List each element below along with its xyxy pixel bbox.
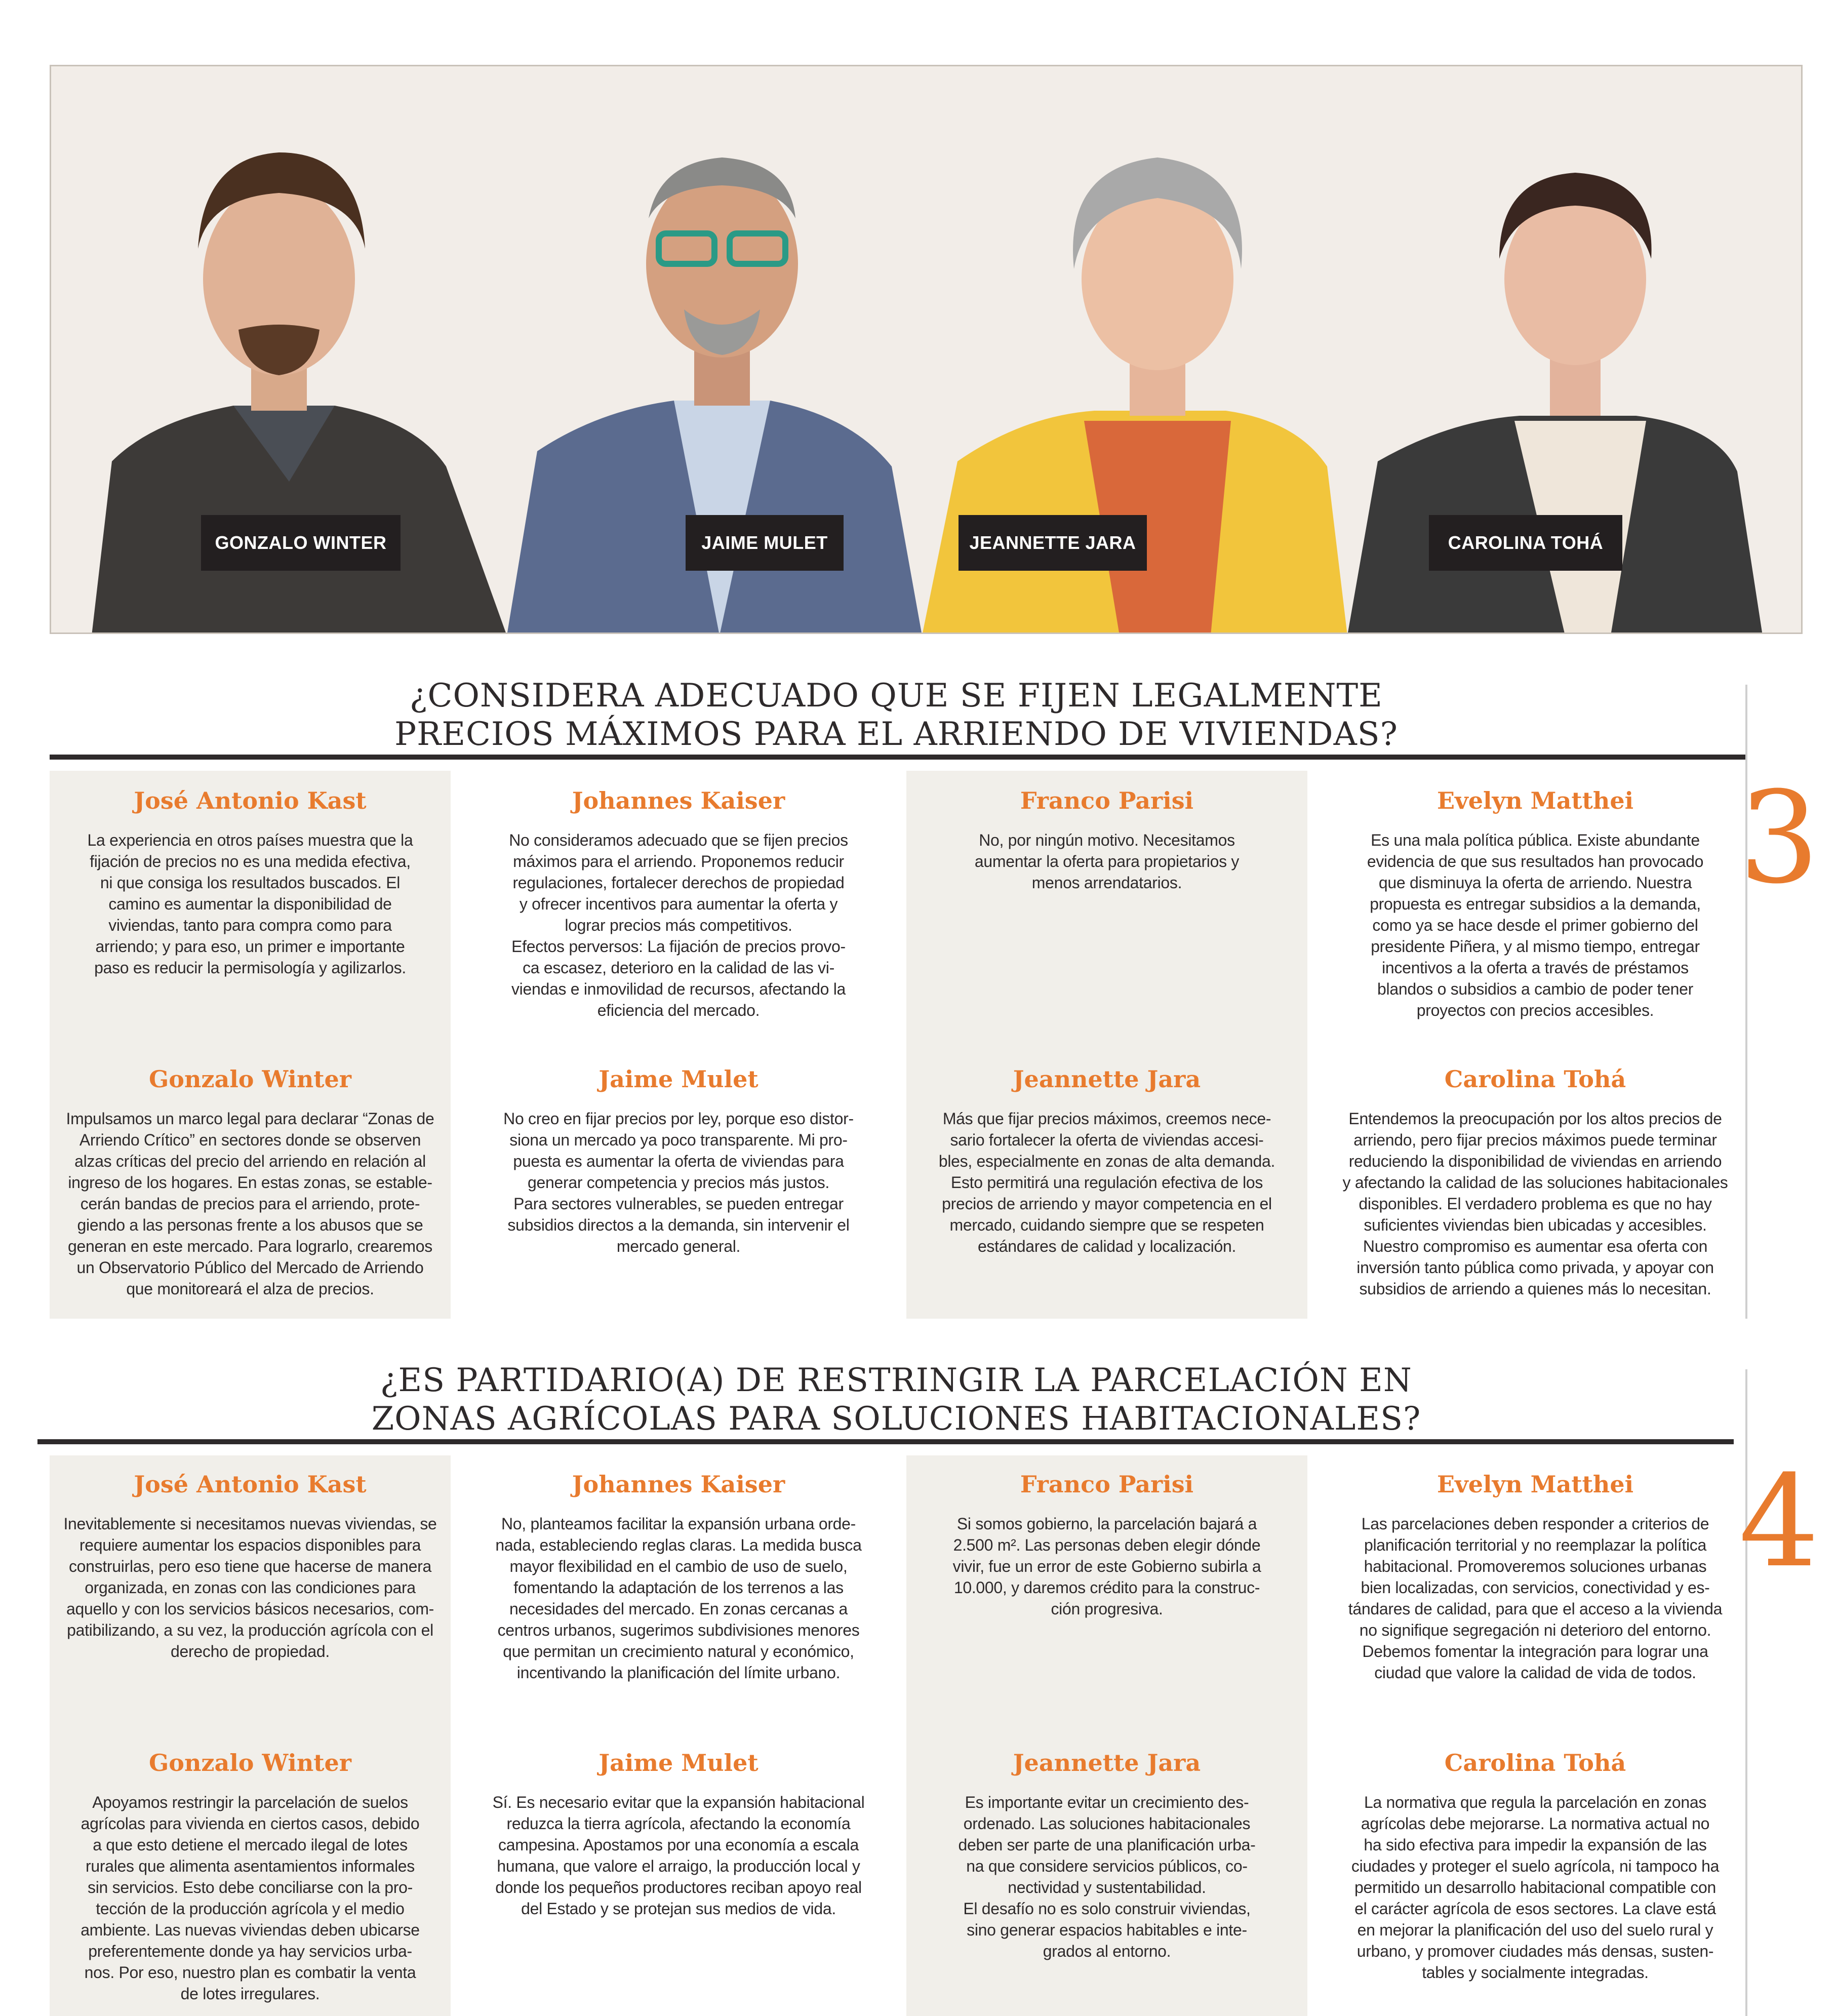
answer-text: No, por ningún motivo. Necesitamos aumentar la oferta para propietarios y menos arrendatarios. [974, 831, 1240, 892]
candidate-name: Carolina Tohá [1444, 1065, 1626, 1093]
question-3-rule [50, 755, 1747, 760]
candidates-photo-strip [50, 65, 1803, 634]
answer-text: La normativa que regula la parcelación en zonas agrícolas debe mejorarse. La normativa actual no ha sido efectiva para impedir la expansión de las ciudades y proteger el suelo agrícola, ni tampoco ha permitido un desarrollo habitacional compatible con el carácter agrícola de esos sectores. La clave está en mejorar la planificación del uso del suelo rural y urbano, y promover ciudades más densas, susten- tables y socialmente integradas. [1351, 1793, 1720, 1982]
candidate-name: Gonzalo Winter [148, 1749, 352, 1776]
question-4-answers [50, 1455, 1739, 2016]
question-4-number: 4 [1739, 1448, 1820, 1595]
question-4-line-1: ¿ES PARTIDARIO(A) DE RESTRINGIR LA PARCELACIÓN EN [380, 1362, 1412, 1399]
question-4-title [304, 1361, 1489, 1438]
answer-text: Sí. Es necesario evitar que la expansión habitacional reduzca la tierra agrícola, afectando la economía campesina. Apostamos por una economía a escala humana, que valore el arraigo, la producción local y donde los pequeños productores reciban apoyo real del Estado y se protejan sus medios de vida. [492, 1793, 865, 1918]
answer-q3-jara [906, 1061, 1307, 1257]
candidate-name: Jaime Mulet [598, 1065, 759, 1093]
answer-text: Las parcelaciones deben responder a criterios de planificación territorial y no reemplazar la política habitacional. Promoveremos soluciones urbanas bien localizadas, con servicios, conectividad y es- tándares de calidad, para que el acceso a la vivienda no signifique segregación ni deterioro del entorno. Debemos fomentar la integración para lograr una ciudad que valore la calidad de vida de todos. [1348, 1515, 1723, 1682]
candidate-name: Evelyn Matthei [1436, 787, 1634, 814]
answer-text: Inevitablemente si necesitamos nuevas viviendas, se requiere aumentar los espacios disponibles para construirlas, pero eso tiene que hacerse de manera organizada, en zonas con las condiciones para aquello y con los servicios básicos necesarios, com- patibilizando, a su vez, la producción agrícola con el derecho de propiedad. [63, 1515, 437, 1661]
candidate-name: Gonzalo Winter [148, 1065, 352, 1093]
answer-q3-mulet [478, 1061, 879, 1257]
answer-text: Si somos gobierno, la parcelación bajará a 2.500 m². Las personas deben elegir dónde vivir, fue un error de este Gobierno subirla a 10.000, y daremos crédito para la construc- ción progresiva. [952, 1515, 1261, 1618]
answer-q4-matthei [1335, 1467, 1736, 1683]
answer-text: No consideramos adecuado que se fijen precios máximos para el arriendo. Proponemos reducir regulaciones, fortalecer derechos de propiedad y ofrecer incentivos para aumentar la oferta y lograr precios más competitivos. Efectos perversos: La fijación de precios provo- ca escasez, deterioro en la calidad de las vi- viendas e inmovilidad de recursos, afectando la eficiencia del mercado. [509, 831, 848, 1019]
question-3-number: 3 [1739, 764, 1820, 912]
candidate-name: Johannes Kaiser [572, 787, 785, 814]
answer-q4-jara [906, 1745, 1307, 1962]
name-label-gonzalo-winter: GONZALO WINTER [201, 515, 401, 571]
answer-text: Es importante evitar un crecimiento des- ordenado. Las soluciones habitacionales deben ser parte de una planificación urba- na que considere servicios públicos, co- nectividad y sustentabilidad. El desafío no es solo construir viviendas, sino generar espacios habitables e inte- grados al entorno. [958, 1793, 1256, 1960]
answer-text: Es una mala política pública. Existe abundante evidencia de que sus resultados han provocado que disminuya la oferta de arriendo. Nuestra propuesta es entregar subsidios a la demanda, como ya se hace desde el primer gobierno del presidente Piñera, y al mismo tiempo, entregar incentivos a la oferta a través de préstamos blandos o subsidios a cambio de poder tener proyectos con precios accesibles. [1367, 831, 1704, 1019]
question-3-answers [50, 771, 1739, 1319]
answer-q3-parisi [906, 783, 1307, 893]
answer-text: No creo en fijar precios por ley, porque eso distor- siona un mercado ya poco transparente. Mi pro- puesta es aumentar la oferta de viviendas para generar competencia y precios más justos. Para sectores vulnerables, se pueden entregar subsidios directos a la demanda, sin intervenir el mercado general. [503, 1110, 854, 1255]
question-3-line-1: ¿CONSIDERA ADECUADO QUE SE FIJEN LEGALMENTE [410, 677, 1383, 715]
candidate-name: Franco Parisi [1020, 787, 1194, 814]
candidate-name: Carolina Tohá [1444, 1749, 1626, 1776]
answer-q3-matthei [1335, 783, 1736, 1021]
answer-q3-winter [50, 1061, 451, 1299]
question-4-line-2: ZONAS AGRÍCOLAS PARA SOLUCIONES HABITACIONALES? [371, 1400, 1421, 1438]
answer-q4-winter [50, 1745, 451, 2004]
answer-text: Impulsamos un marco legal para declarar “Zonas de Arriendo Crítico” en sectores donde se observen alzas críticas del precio del arriendo en relación al ingreso de los hogares. En estas zonas, se estable- cerán bandas de precios para el arriendo, prote- giendo a las personas frente a los abusos que se generan en este mercado. Para lograrlo, crearemos un Observatorio Público del Mercado de Arriendo que monitoreará el alza de precios. [66, 1110, 434, 1298]
answer-q4-kast [50, 1467, 451, 1662]
answer-text: Más que fijar precios máximos, creemos nece- sario fortalecer la oferta de viviendas accesi- bles, especialmente en zonas de alta demanda. Esto permitirá una regulación efectiva de los precios de arriendo y mayor competencia en el mercado, cuidando siempre que se respeten estándares de calidad y localización. [938, 1110, 1275, 1255]
question-4-rule [37, 1439, 1734, 1444]
answer-q3-kaiser [478, 783, 879, 1021]
answer-text: Entendemos la preocupación por los altos precios de arriendo, pero fijar precios máximos puede terminar reduciendo la disponibilidad de viviendas en arriendo y afectando la calidad de las soluciones habitacionales disponibles. El verdadero problema es que no hay suficientes viviendas bien ubicadas y accesibles. Nuestro compromiso es aumentar esa oferta con inversión tanto pública como privada, y apoyar con subsidios de arriendo a quienes más lo necesitan. [1342, 1110, 1728, 1298]
candidate-name: Jeannette Jara [1013, 1749, 1201, 1776]
answer-q4-kaiser [478, 1467, 879, 1683]
answer-text: No, planteamos facilitar la expansión urbana orde- nada, estableciendo reglas claras. La medida busca mayor flexibilidad en el cambio de uso de suelo, fomentando la adaptación de los terrenos a las necesidades del mercado. En zonas cercanas a centros urbanos, sugerimos subdivisiones menores que permitan un crecimiento natural y económico, incentivando la planificación del límite urbano. [495, 1515, 862, 1682]
question-3-line-2: PRECIOS MÁXIMOS PARA EL ARRIENDO DE VIVIENDAS? [394, 716, 1398, 753]
answer-q3-kast [50, 783, 451, 978]
candidate-name: José Antonio Kast [134, 787, 367, 814]
answer-text: La experiencia en otros países muestra que la fijación de precios no es una medida efectiva, ni que consiga los resultados buscados. El camino es aumentar la disponibilidad de viviendas, tanto para compra como para arriendo; y para eso, un primer e importante paso es reducir la permisología y agilizarlos. [87, 831, 413, 977]
answer-q4-parisi [906, 1467, 1307, 1619]
candidate-name: Johannes Kaiser [572, 1471, 785, 1498]
candidate-name: Evelyn Matthei [1436, 1471, 1634, 1498]
name-label-carolina-toha: CAROLINA TOHÁ [1429, 515, 1622, 571]
answer-text: Apoyamos restringir la parcelación de suelos agrícolas para vivienda en ciertos casos, debido a que esto detiene el mercado ilegal de lotes rurales que alimenta asentamientos informales sin servicios. Esto debe conciliarse con la pro- tección de la producción agrícola y el medio ambiente. Las nuevas viviendas deben ubicarse preferentemente donde ya hay servicios urba- nos. Por eso, nuestro plan es combatir la venta de lotes irregulares. [81, 1793, 420, 2003]
answer-q4-mulet [478, 1745, 879, 1919]
candidate-name: José Antonio Kast [134, 1471, 367, 1498]
candidate-name: Jeannette Jara [1013, 1065, 1201, 1093]
answer-q4-toha [1335, 1745, 1736, 1983]
name-label-jaime-mulet: JAIME MULET [686, 515, 844, 571]
name-label-jeannette-jara: JEANNETTE JARA [959, 515, 1147, 571]
candidate-name: Jaime Mulet [598, 1749, 759, 1776]
question-3-title [304, 677, 1489, 754]
candidate-name: Franco Parisi [1020, 1471, 1194, 1498]
answer-q3-toha [1335, 1061, 1736, 1299]
